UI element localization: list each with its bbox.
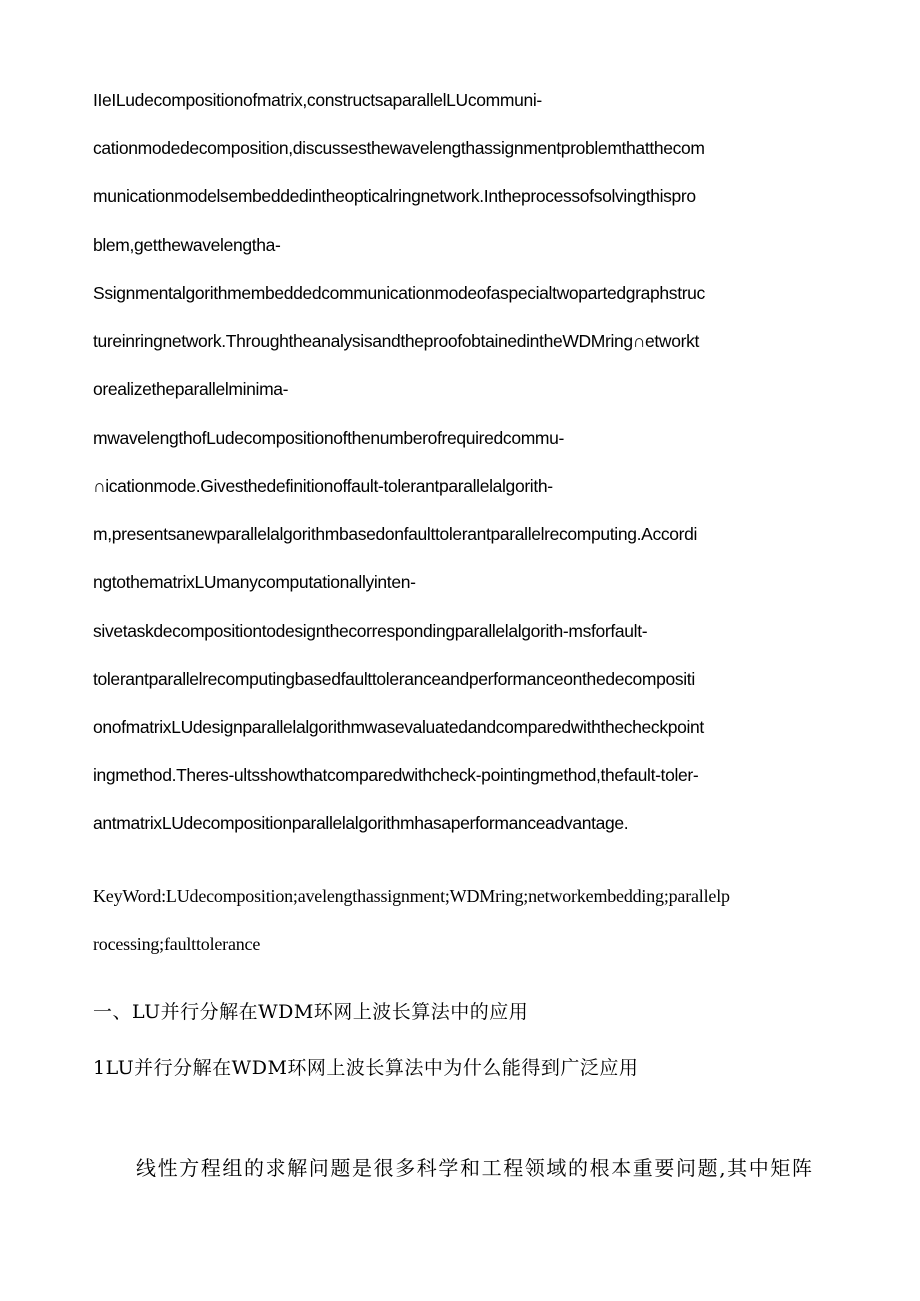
abstract-line-15: ingmethod.Theres-ultsshowthatcomparedwithcheck-pointingmethod,thefault-toler- bbox=[93, 765, 699, 785]
abstract-line-4: blem,getthewavelengtha- bbox=[93, 235, 281, 255]
abstract-line-8: mwavelengthofLudecompositionofthenumberofrequiredcommu- bbox=[93, 428, 565, 448]
abstract-line-5: Ssignmentalgorithmembeddedcommunicationmodeofaspecialtwopartedgraphstruc bbox=[93, 283, 705, 303]
abstract-line-7: orealizetheparallelminima- bbox=[93, 379, 289, 399]
abstract-line-14: onofmatrixLUdesignparallelalgorithmwasevaluatedandcomparedwiththecheckpoint bbox=[93, 717, 704, 737]
abstract-line-2: cationmodedecomposition,discussesthewavelengthassignmentproblemthatthecom bbox=[93, 138, 705, 158]
paragraph-first-line: 线性方程组的求解问题是很多科学和工程领域的根本重要问题,其中矩阵 bbox=[136, 1156, 814, 1180]
subsection-heading: 1LU并行分解在WDM环网上波长算法中为什么能得到广泛应用 bbox=[93, 1057, 639, 1079]
keywords-line-2: rocessing;faulttolerance bbox=[93, 934, 261, 954]
abstract-line-9: ∩icationmode.Givesthedefinitionoffault-tolerantparallelalgorith- bbox=[93, 476, 553, 496]
abstract-line-12: sivetaskdecompositiontodesignthecorrespondingparallelalgorith-msforfault- bbox=[93, 621, 648, 641]
section-heading: 一、LU并行分解在WDM环网上波长算法中的应用 bbox=[93, 1001, 529, 1023]
abstract-line-13: tolerantparallelrecomputingbasedfaulttoleranceandperformanceonthedecompositi bbox=[93, 669, 695, 689]
keywords-line-1: KeyWord:LUdecomposition;avelengthassignment;WDMring;networkembedding;parallelp bbox=[93, 886, 730, 906]
abstract-line-3: municationmodelsembeddedintheopticalringnetwork.Intheprocessofsolvingthispro bbox=[93, 186, 696, 206]
abstract-line-1: IIeILudecompositionofmatrix,constructsaparallelLUcommuni- bbox=[93, 90, 542, 110]
abstract-line-6: tureinringnetwork.ThroughtheanalysisandtheproofobtainedintheWDMring∩etworkt bbox=[93, 331, 699, 351]
abstract-line-11: ngtothematrixLUmanycomputationallyinten- bbox=[93, 572, 416, 592]
abstract-line-16: antmatrixLUdecompositionparallelalgorithmhasaperformanceadvantage. bbox=[93, 813, 629, 833]
abstract-line-10: m,presentsanewparallelalgorithmbasedonfaulttolerantparallelrecomputing.Accordi bbox=[93, 524, 698, 544]
